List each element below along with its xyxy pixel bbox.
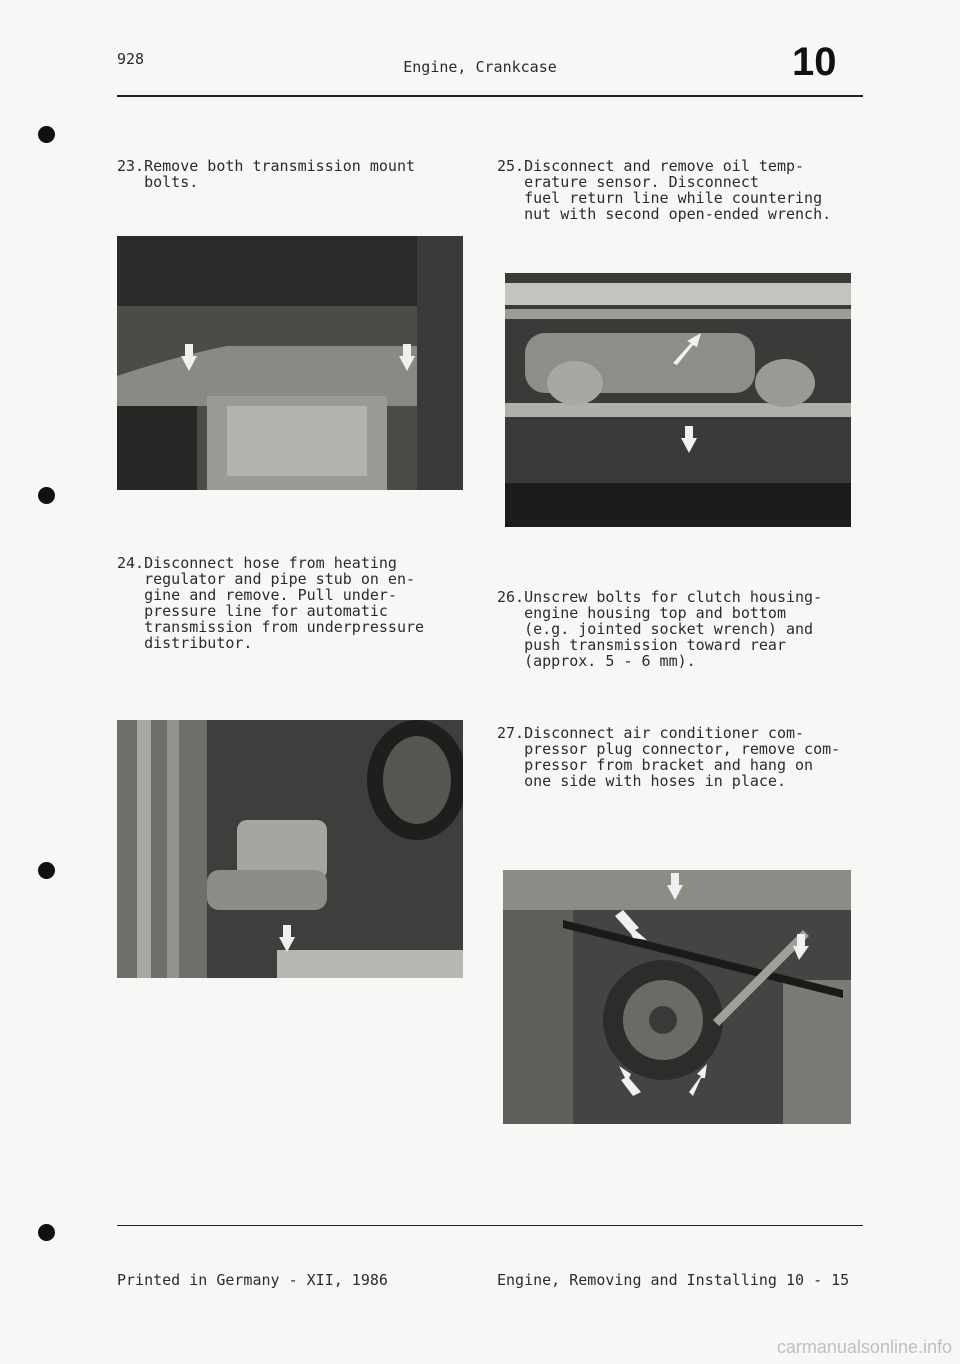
binder-hole <box>38 487 55 504</box>
photo-oil-temperature-sensor <box>505 273 851 527</box>
page-title: Engine, Crankcase <box>403 58 557 76</box>
step-23-text: 23.Remove both transmission mount bolts. <box>117 157 416 191</box>
step-24-text: 24.Disconnect hose from heating regulator and pipe stub on en- gine and remove. Pull under- pressure line for automatic transmission from underpressure distributor. <box>117 554 425 652</box>
step-26-text: 26.Unscrew bolts for clutch housing- engine housing top and bottom (e.g. jointed socket wrench) and push transmission toward rear (approx. 5 - 6 mm). <box>497 588 823 670</box>
photo-heating-regulator-hose <box>117 720 463 978</box>
footer-print-info: Printed in Germany - XII, 1986 <box>117 1271 388 1289</box>
footer-section-page: Engine, Removing and Installing 10 - 15 <box>497 1271 850 1289</box>
photo-transmission-mount-bolts <box>117 236 463 490</box>
header-rule <box>117 95 863 97</box>
chapter-number: 10 <box>792 40 837 84</box>
step-27-text: 27.Disconnect air conditioner com- pressor plug connector, remove com- pressor from bracket and hang on one side with hoses in place. <box>497 724 841 790</box>
binder-hole <box>38 862 55 879</box>
photo-ac-compressor <box>503 870 851 1124</box>
binder-hole <box>38 126 55 143</box>
model-number: 928 <box>117 50 145 68</box>
step-25-text: 25.Disconnect and remove oil temp- erature sensor. Disconnect fuel return line while countering nut with second open-ended wrench. <box>497 157 832 223</box>
binder-hole <box>38 1224 55 1241</box>
watermark: carmanualsonline.info <box>776 1337 952 1357</box>
footer-rule <box>117 1225 863 1226</box>
